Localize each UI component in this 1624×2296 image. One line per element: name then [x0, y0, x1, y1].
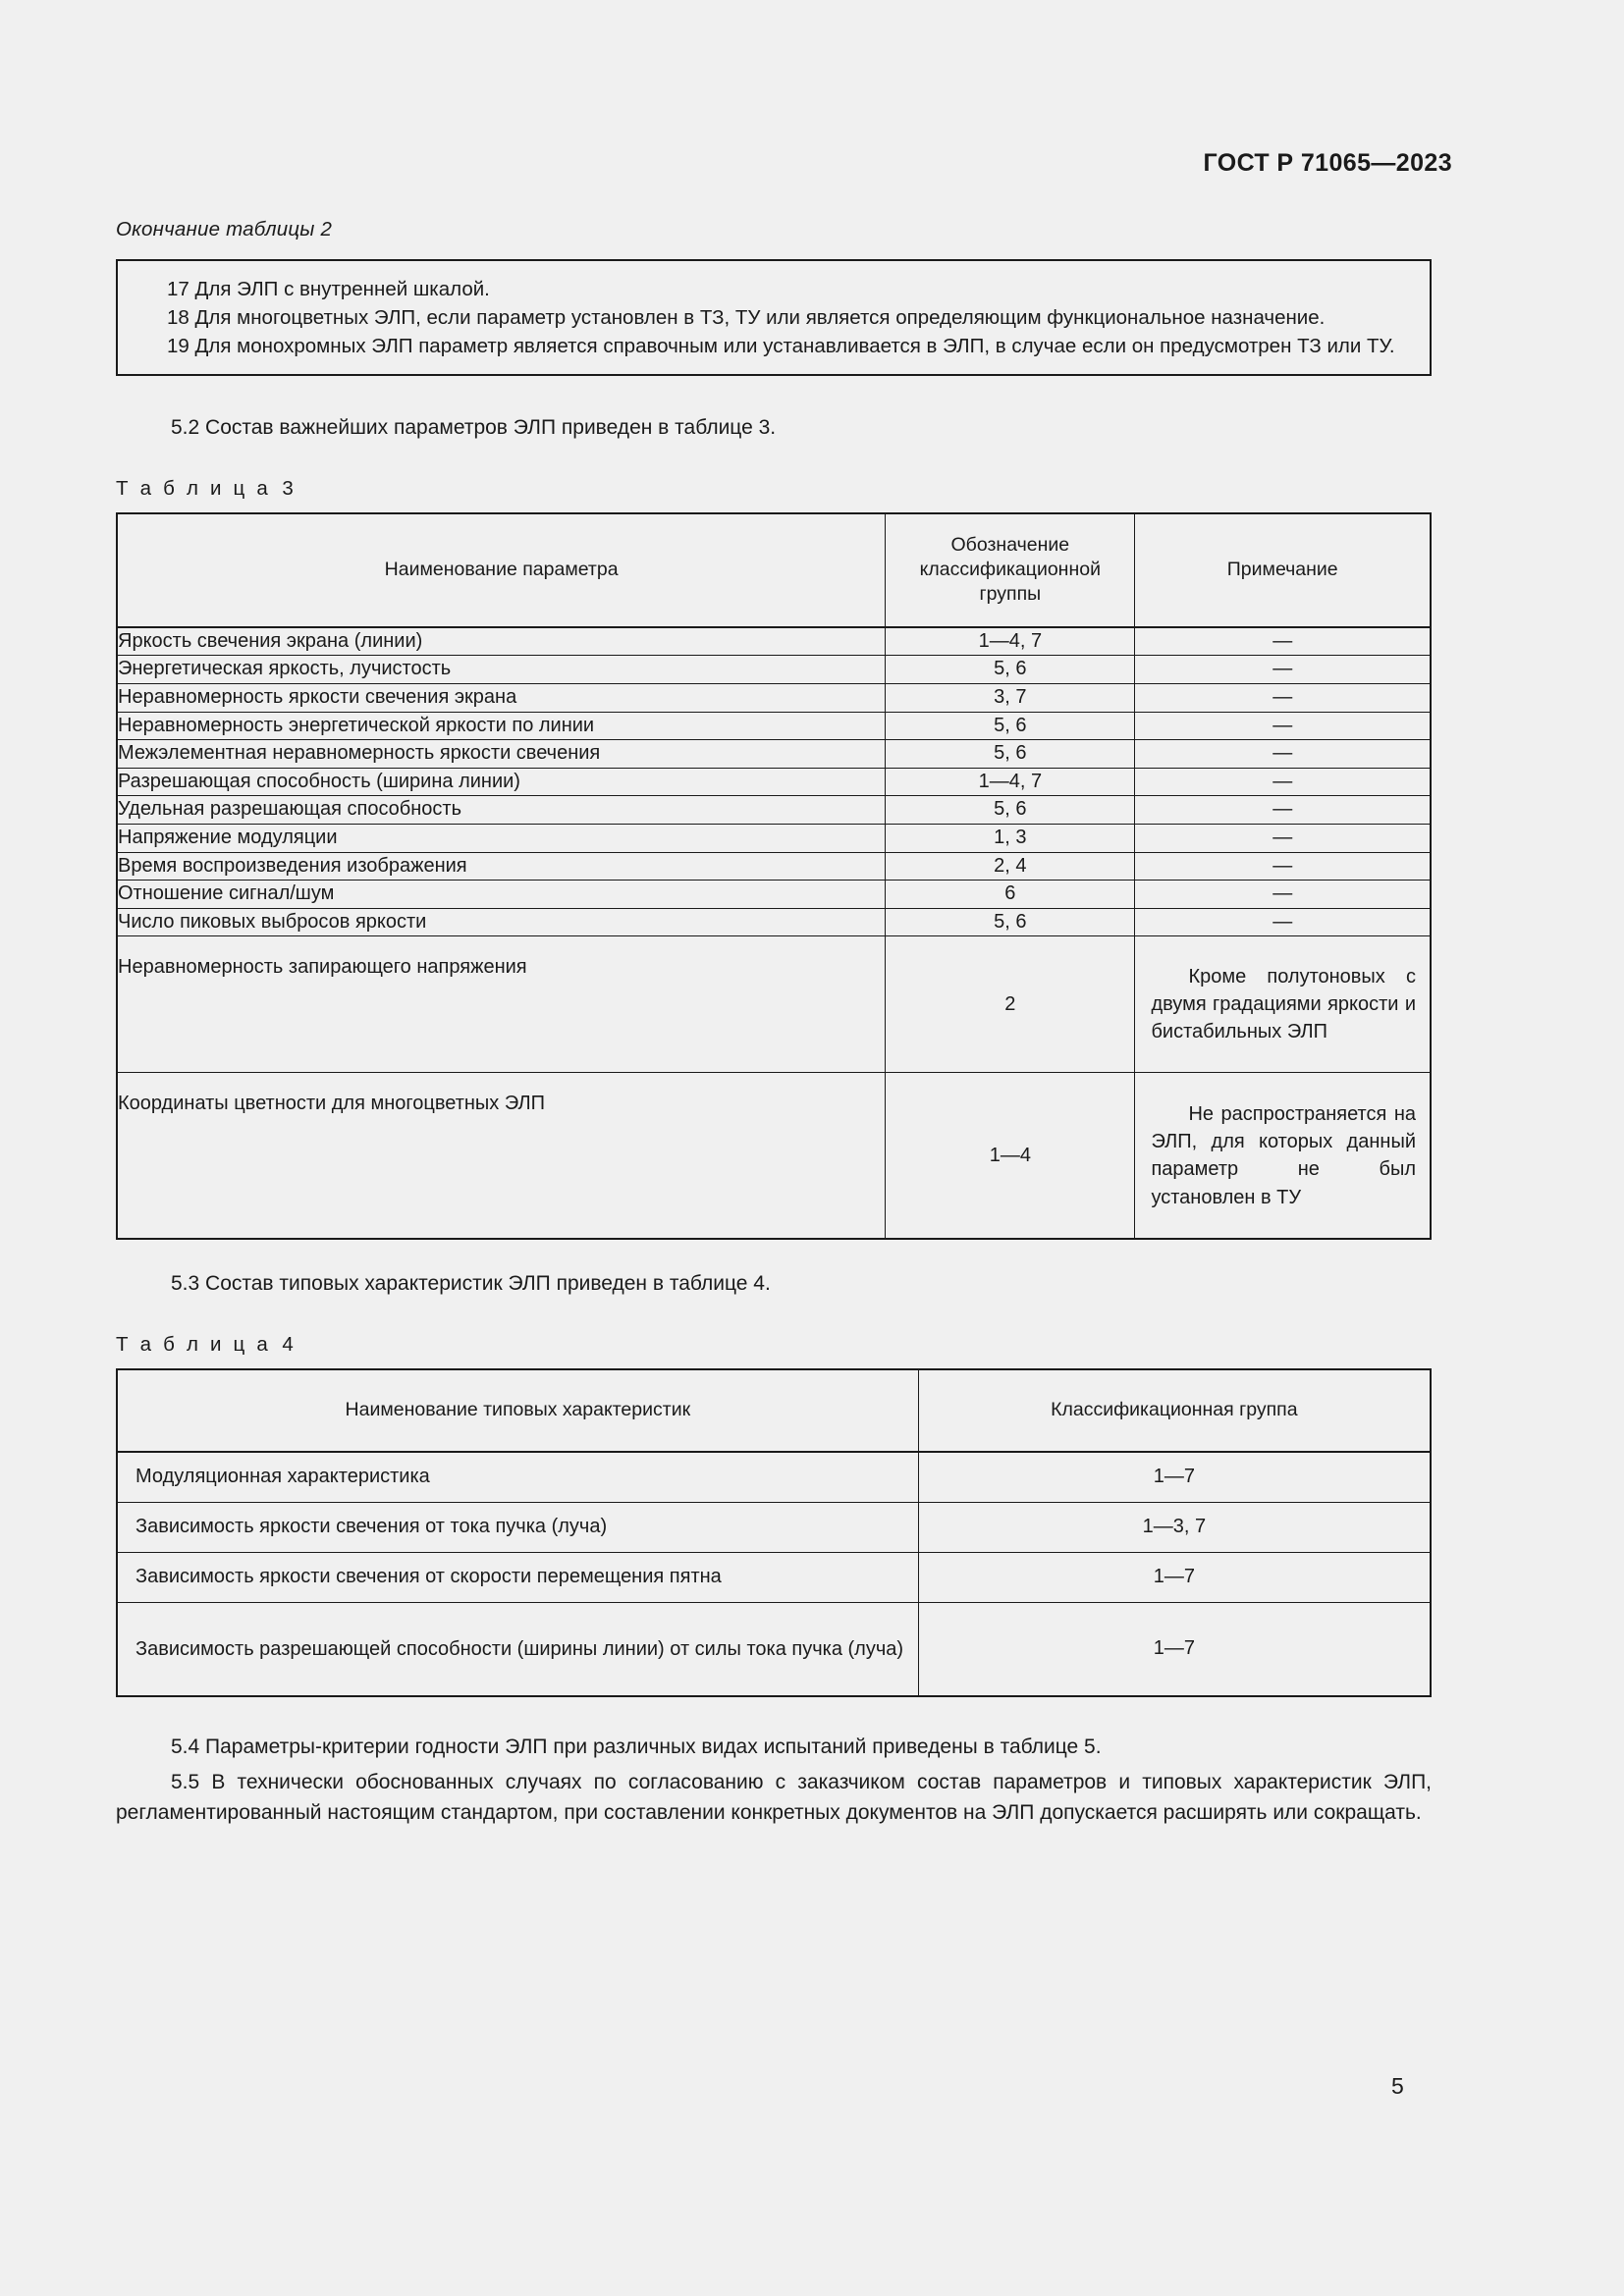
- characteristic-name: Зависимость яркости свечения от скорости перемещения пятна: [117, 1552, 918, 1602]
- page-number: 5: [1391, 2073, 1404, 2099]
- clause-5-3: 5.3 Состав типовых характеристик ЭЛП приведен в таблице 4.: [171, 1272, 771, 1296]
- parameter-group: 5, 6: [886, 712, 1135, 740]
- parameter-group: 5, 6: [886, 908, 1135, 936]
- characteristic-group: 1—7: [918, 1602, 1431, 1696]
- table4-col-header-name-text: Наименование типовых характеристик: [345, 1399, 691, 1421]
- table3-col-header-note-text: Примечание: [1226, 559, 1338, 581]
- table3-header-row: [117, 513, 1431, 627]
- table3-col-header-name: [117, 513, 886, 627]
- table3-col-header-group-text: Обозначение классификационной группы: [919, 533, 1101, 606]
- table-row: [117, 1452, 1431, 1503]
- characteristic-name: Модуляционная характеристика: [117, 1452, 918, 1503]
- table3-caption-label: Т а б л и ц а: [116, 476, 271, 500]
- table-row: [117, 683, 1431, 712]
- parameter-name: Число пиковых выбросов яркости: [117, 908, 886, 936]
- parameter-group: 5, 6: [886, 796, 1135, 825]
- table3-caption: [116, 477, 1432, 501]
- table-row: [117, 768, 1431, 796]
- table4-caption: [116, 1333, 1432, 1357]
- table4-col-header-group-text: Классификационная группа: [1051, 1399, 1298, 1421]
- parameter-note: —: [1135, 656, 1431, 684]
- parameter-name: Неравномерность энергетической яркости по линии: [117, 712, 886, 740]
- table-row: [117, 881, 1431, 909]
- table4-col-header-group: [918, 1369, 1431, 1452]
- characteristic-group: 1—3, 7: [918, 1502, 1431, 1552]
- table-row: [117, 740, 1431, 769]
- table-row: [117, 627, 1431, 656]
- parameter-group: 2, 4: [886, 852, 1135, 881]
- table-3: [116, 512, 1432, 1241]
- parameter-note: Кроме полутоновых с двумя градациями яркости и бистабильных ЭЛП: [1135, 936, 1431, 1073]
- parameter-group: 6: [886, 881, 1135, 909]
- parameter-group: 1—4, 7: [886, 627, 1135, 656]
- parameter-note: —: [1135, 740, 1431, 769]
- table3-col-header-note: [1135, 513, 1431, 627]
- parameter-note: Не распространяется на ЭЛП, для которых данный параметр не был установлен в ТУ: [1135, 1073, 1431, 1240]
- table4-caption-number: 4: [282, 1332, 294, 1356]
- page-content: [116, 218, 1432, 1834]
- characteristic-group: 1—7: [918, 1552, 1431, 1602]
- parameter-group: 2: [886, 936, 1135, 1073]
- table-continuation-note: Окончание таблицы 2: [116, 218, 333, 240]
- parameter-name: Неравномерность яркости свечения экрана: [117, 683, 886, 712]
- table3-col-header-group: [886, 513, 1135, 627]
- table-row: [117, 936, 1431, 1073]
- table-row: [117, 1502, 1431, 1552]
- table4-header-row: [117, 1369, 1431, 1452]
- table-row: [117, 1602, 1431, 1696]
- parameter-note: —: [1135, 683, 1431, 712]
- table-row: [117, 908, 1431, 936]
- clause-5-3-block: [116, 1269, 1432, 1299]
- parameter-group: 1, 3: [886, 824, 1135, 852]
- parameter-note: —: [1135, 824, 1431, 852]
- parameter-note: —: [1135, 768, 1431, 796]
- table-row: [117, 712, 1431, 740]
- parameter-note: —: [1135, 908, 1431, 936]
- parameter-group: 5, 6: [886, 656, 1135, 684]
- clause-5-5: 5.5 В технически обоснованных случаях по согласованию с заказчиком состав параметров и типовых характеристик ЭЛП, регламентированный настоящим стандартом, при составлении конкретных документов на ЭЛП допускается расширять или сокращать.: [116, 1771, 1432, 1824]
- table-4: [116, 1368, 1432, 1697]
- table-row: [117, 824, 1431, 852]
- parameter-group: 3, 7: [886, 683, 1135, 712]
- parameter-name: Энергетическая яркость, лучистость: [117, 656, 886, 684]
- clause-5-2-block: [116, 413, 1432, 443]
- clause-5-4: 5.4 Параметры-критерии годности ЭЛП при различных видах испытаний приведены в таблице 5.: [171, 1735, 1102, 1758]
- table3-caption-number: 3: [282, 476, 294, 500]
- table4-caption-label: Т а б л и ц а: [116, 1332, 271, 1356]
- parameter-name: Разрешающая способность (ширина линии): [117, 768, 886, 796]
- table-row: [117, 1552, 1431, 1602]
- footnote-item-19: 19 Для монохромных ЭЛП параметр является справочным или устанавливается в ЭЛП, в случае если он предусмотрен ТЗ или ТУ.: [167, 335, 1395, 358]
- table4-col-header-name: [117, 1369, 918, 1452]
- parameter-name: Межэлементная неравномерность яркости свечения: [117, 740, 886, 769]
- parameter-note: —: [1135, 627, 1431, 656]
- parameter-group: 1—4: [886, 1073, 1135, 1240]
- closing-clauses: [116, 1733, 1432, 1828]
- clause-5-2: 5.2 Состав важнейших параметров ЭЛП приведен в таблице 3.: [171, 416, 777, 440]
- parameter-name: Удельная разрешающая способность: [117, 796, 886, 825]
- standard-designation-header: ГОСТ Р 71065—2023: [1203, 149, 1452, 177]
- parameter-note: —: [1135, 796, 1431, 825]
- parameter-name: Напряжение модуляции: [117, 824, 886, 852]
- parameter-name: Время воспроизведения изображения: [117, 852, 886, 881]
- characteristic-name: Зависимость разрешающей способности (ширины линии) от силы тока пучка (луча): [117, 1602, 918, 1696]
- characteristic-name: Зависимость яркости свечения от тока пучка (луча): [117, 1502, 918, 1552]
- parameter-name: Координаты цветности для многоцветных ЭЛП: [117, 1073, 886, 1240]
- table-row: [117, 796, 1431, 825]
- table-row: [117, 852, 1431, 881]
- parameter-name: Неравномерность запирающего напряжения: [117, 936, 886, 1073]
- footnote-item-18: 18 Для многоцветных ЭЛП, если параметр установлен в ТЗ, ТУ или является определяющим функциональное назначение.: [167, 306, 1326, 330]
- parameter-group: 1—4, 7: [886, 768, 1135, 796]
- footnote-item-17: 17 Для ЭЛП с внутренней шкалой.: [167, 278, 490, 300]
- parameter-note: —: [1135, 712, 1431, 740]
- parameter-name: Яркость свечения экрана (линии): [117, 627, 886, 656]
- table-row: [117, 1073, 1431, 1240]
- parameter-note: —: [1135, 881, 1431, 909]
- table2-footnotes-box: [116, 259, 1432, 376]
- table-row: [117, 656, 1431, 684]
- table3-col-header-name-text: Наименование параметра: [384, 559, 619, 581]
- characteristic-group: 1—7: [918, 1452, 1431, 1503]
- parameter-group: 5, 6: [886, 740, 1135, 769]
- parameter-name: Отношение сигнал/шум: [117, 881, 886, 909]
- parameter-note: —: [1135, 852, 1431, 881]
